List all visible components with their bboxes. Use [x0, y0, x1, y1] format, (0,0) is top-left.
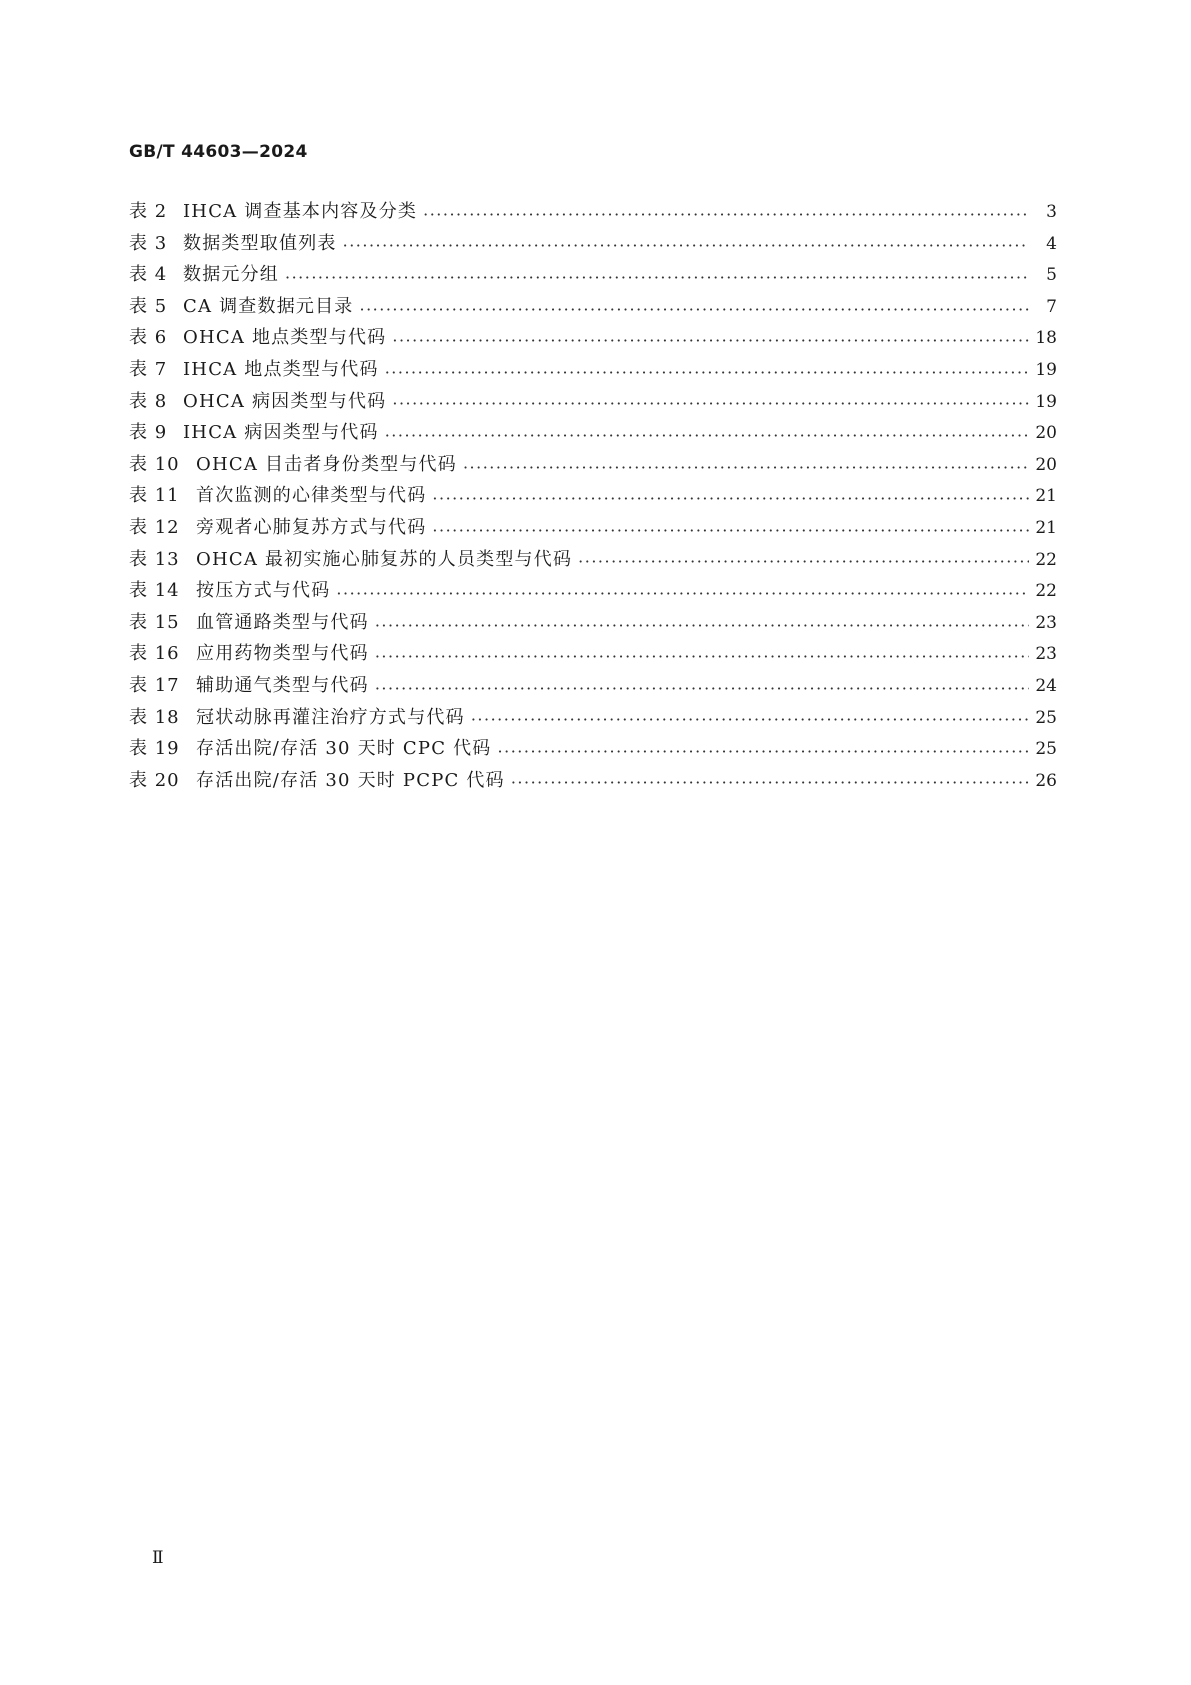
- dot-leader: [385, 428, 1029, 444]
- toc-entry[interactable]: [129, 418, 1057, 450]
- dot-leader: [360, 302, 1030, 318]
- dot-leader: [432, 523, 1029, 539]
- toc-entry[interactable]: [129, 387, 1057, 419]
- dot-leader: [471, 712, 1029, 728]
- toc-entry-title: IHCA 病因类型与代码: [183, 422, 379, 444]
- toc-entry-page: 3: [1046, 202, 1057, 222]
- toc-entry[interactable]: [129, 608, 1057, 640]
- dot-leader: [385, 365, 1029, 381]
- toc-entry-number: 表 16: [129, 643, 180, 665]
- dot-leader: [432, 491, 1029, 507]
- dot-leader: [375, 649, 1029, 665]
- toc-entry[interactable]: [129, 513, 1057, 545]
- toc-entry-page: 18: [1035, 328, 1057, 349]
- toc-entry-number: 表 12: [129, 516, 180, 538]
- toc-entry-title: OHCA 目击者身份类型与代码: [196, 453, 457, 475]
- dot-leader: [375, 618, 1029, 634]
- toc-entry-title: OHCA 病因类型与代码: [183, 390, 387, 412]
- toc-entry-page: 25: [1035, 707, 1057, 728]
- toc-entry[interactable]: [129, 545, 1057, 577]
- dot-leader: [392, 333, 1029, 349]
- toc-entry[interactable]: [129, 703, 1057, 735]
- toc-entry-number: 表 3: [129, 232, 168, 254]
- toc-entry-page: 19: [1035, 359, 1057, 380]
- toc-entry-number: 表 14: [129, 580, 180, 602]
- toc-entry[interactable]: [129, 260, 1057, 292]
- toc-entry-page: 21: [1035, 486, 1057, 507]
- dot-leader: [375, 681, 1029, 697]
- toc-entry-number: 表 4: [129, 264, 168, 286]
- dot-leader: [392, 396, 1029, 412]
- standard-code-header: GB/T 44603—2024: [129, 142, 308, 162]
- toc-entry-title: 旁观者心肺复苏方式与代码: [196, 516, 427, 538]
- toc-entry-title: 首次监测的心律类型与代码: [196, 485, 427, 507]
- dot-leader: [463, 460, 1029, 476]
- toc-entry-number: 表 17: [129, 674, 180, 696]
- toc-entry[interactable]: [129, 576, 1057, 608]
- toc-entry-title: 存活出院/存活 30 天时 PCPC 代码: [196, 769, 505, 791]
- page-number-footer: Ⅱ: [152, 1548, 164, 1568]
- toc-entry-number: 表 10: [129, 453, 180, 475]
- toc-entry-number: 表 13: [129, 548, 180, 570]
- toc-entry-page: 25: [1035, 739, 1057, 760]
- toc-entry-number: 表 5: [129, 295, 168, 317]
- toc-entry-number: 表 20: [129, 769, 180, 791]
- toc-entry[interactable]: [129, 292, 1057, 324]
- dot-leader: [343, 238, 1029, 254]
- toc-entry-page: 20: [1035, 454, 1057, 475]
- toc-entry-number: 表 19: [129, 738, 180, 760]
- toc-entry-number: 表 15: [129, 611, 180, 633]
- toc-entry[interactable]: [129, 229, 1057, 261]
- toc-entry-page: 5: [1046, 265, 1057, 286]
- toc-entry-page: 23: [1035, 644, 1057, 665]
- toc-entry-title: IHCA 地点类型与代码: [183, 358, 379, 380]
- toc-entry-title: 血管通路类型与代码: [196, 611, 369, 633]
- toc-entry-title: 辅助通气类型与代码: [196, 674, 369, 696]
- toc-entry[interactable]: [129, 450, 1057, 482]
- dot-leader: [511, 775, 1029, 791]
- table-of-contents: [129, 197, 1057, 797]
- toc-entry[interactable]: [129, 734, 1057, 766]
- toc-entry[interactable]: [129, 481, 1057, 513]
- toc-entry-number: 表 11: [129, 485, 180, 507]
- toc-entry-title: 应用药物类型与代码: [196, 643, 369, 665]
- toc-entry-title: CA 调查数据元目录: [183, 295, 354, 317]
- toc-entry[interactable]: [129, 197, 1057, 229]
- toc-entry-title: 按压方式与代码: [196, 580, 331, 602]
- toc-entry-page: 22: [1035, 581, 1057, 602]
- dot-leader: [498, 744, 1029, 760]
- toc-entry[interactable]: [129, 639, 1057, 671]
- toc-entry-title: 数据元分组: [183, 264, 279, 286]
- toc-entry-page: 21: [1035, 517, 1057, 538]
- toc-entry[interactable]: [129, 355, 1057, 387]
- toc-entry-page: 26: [1035, 770, 1057, 791]
- toc-entry-page: 23: [1035, 612, 1057, 633]
- toc-entry-number: 表 7: [129, 358, 168, 380]
- dot-leader: [423, 207, 1029, 223]
- toc-entry-page: 20: [1035, 423, 1057, 444]
- toc-entry-title: OHCA 最初实施心肺复苏的人员类型与代码: [196, 548, 573, 570]
- toc-entry-title: OHCA 地点类型与代码: [183, 327, 387, 349]
- toc-entry[interactable]: [129, 671, 1057, 703]
- toc-entry-page: 4: [1046, 233, 1057, 254]
- toc-entry-number: 表 18: [129, 706, 180, 728]
- toc-entry-title: 数据类型取值列表: [183, 232, 337, 254]
- toc-entry-number: 表 8: [129, 390, 168, 412]
- toc-entry-number: 表 9: [129, 422, 168, 444]
- dot-leader: [578, 554, 1029, 570]
- toc-entry-page: 24: [1035, 675, 1057, 696]
- dot-leader: [285, 270, 1029, 286]
- toc-entry-title: 存活出院/存活 30 天时 CPC 代码: [196, 738, 492, 760]
- toc-entry[interactable]: [129, 323, 1057, 355]
- toc-entry-number: 表 6: [129, 327, 168, 349]
- toc-entry-title: IHCA 调查基本内容及分类: [183, 201, 418, 222]
- toc-entry-number: 表 2: [129, 201, 168, 222]
- toc-entry-page: 19: [1035, 391, 1057, 412]
- dot-leader: [336, 586, 1029, 602]
- toc-entry-page: 22: [1035, 549, 1057, 570]
- toc-entry[interactable]: [129, 766, 1057, 798]
- toc-entry-page: 7: [1046, 296, 1057, 317]
- toc-entry-title: 冠状动脉再灌注治疗方式与代码: [196, 706, 465, 728]
